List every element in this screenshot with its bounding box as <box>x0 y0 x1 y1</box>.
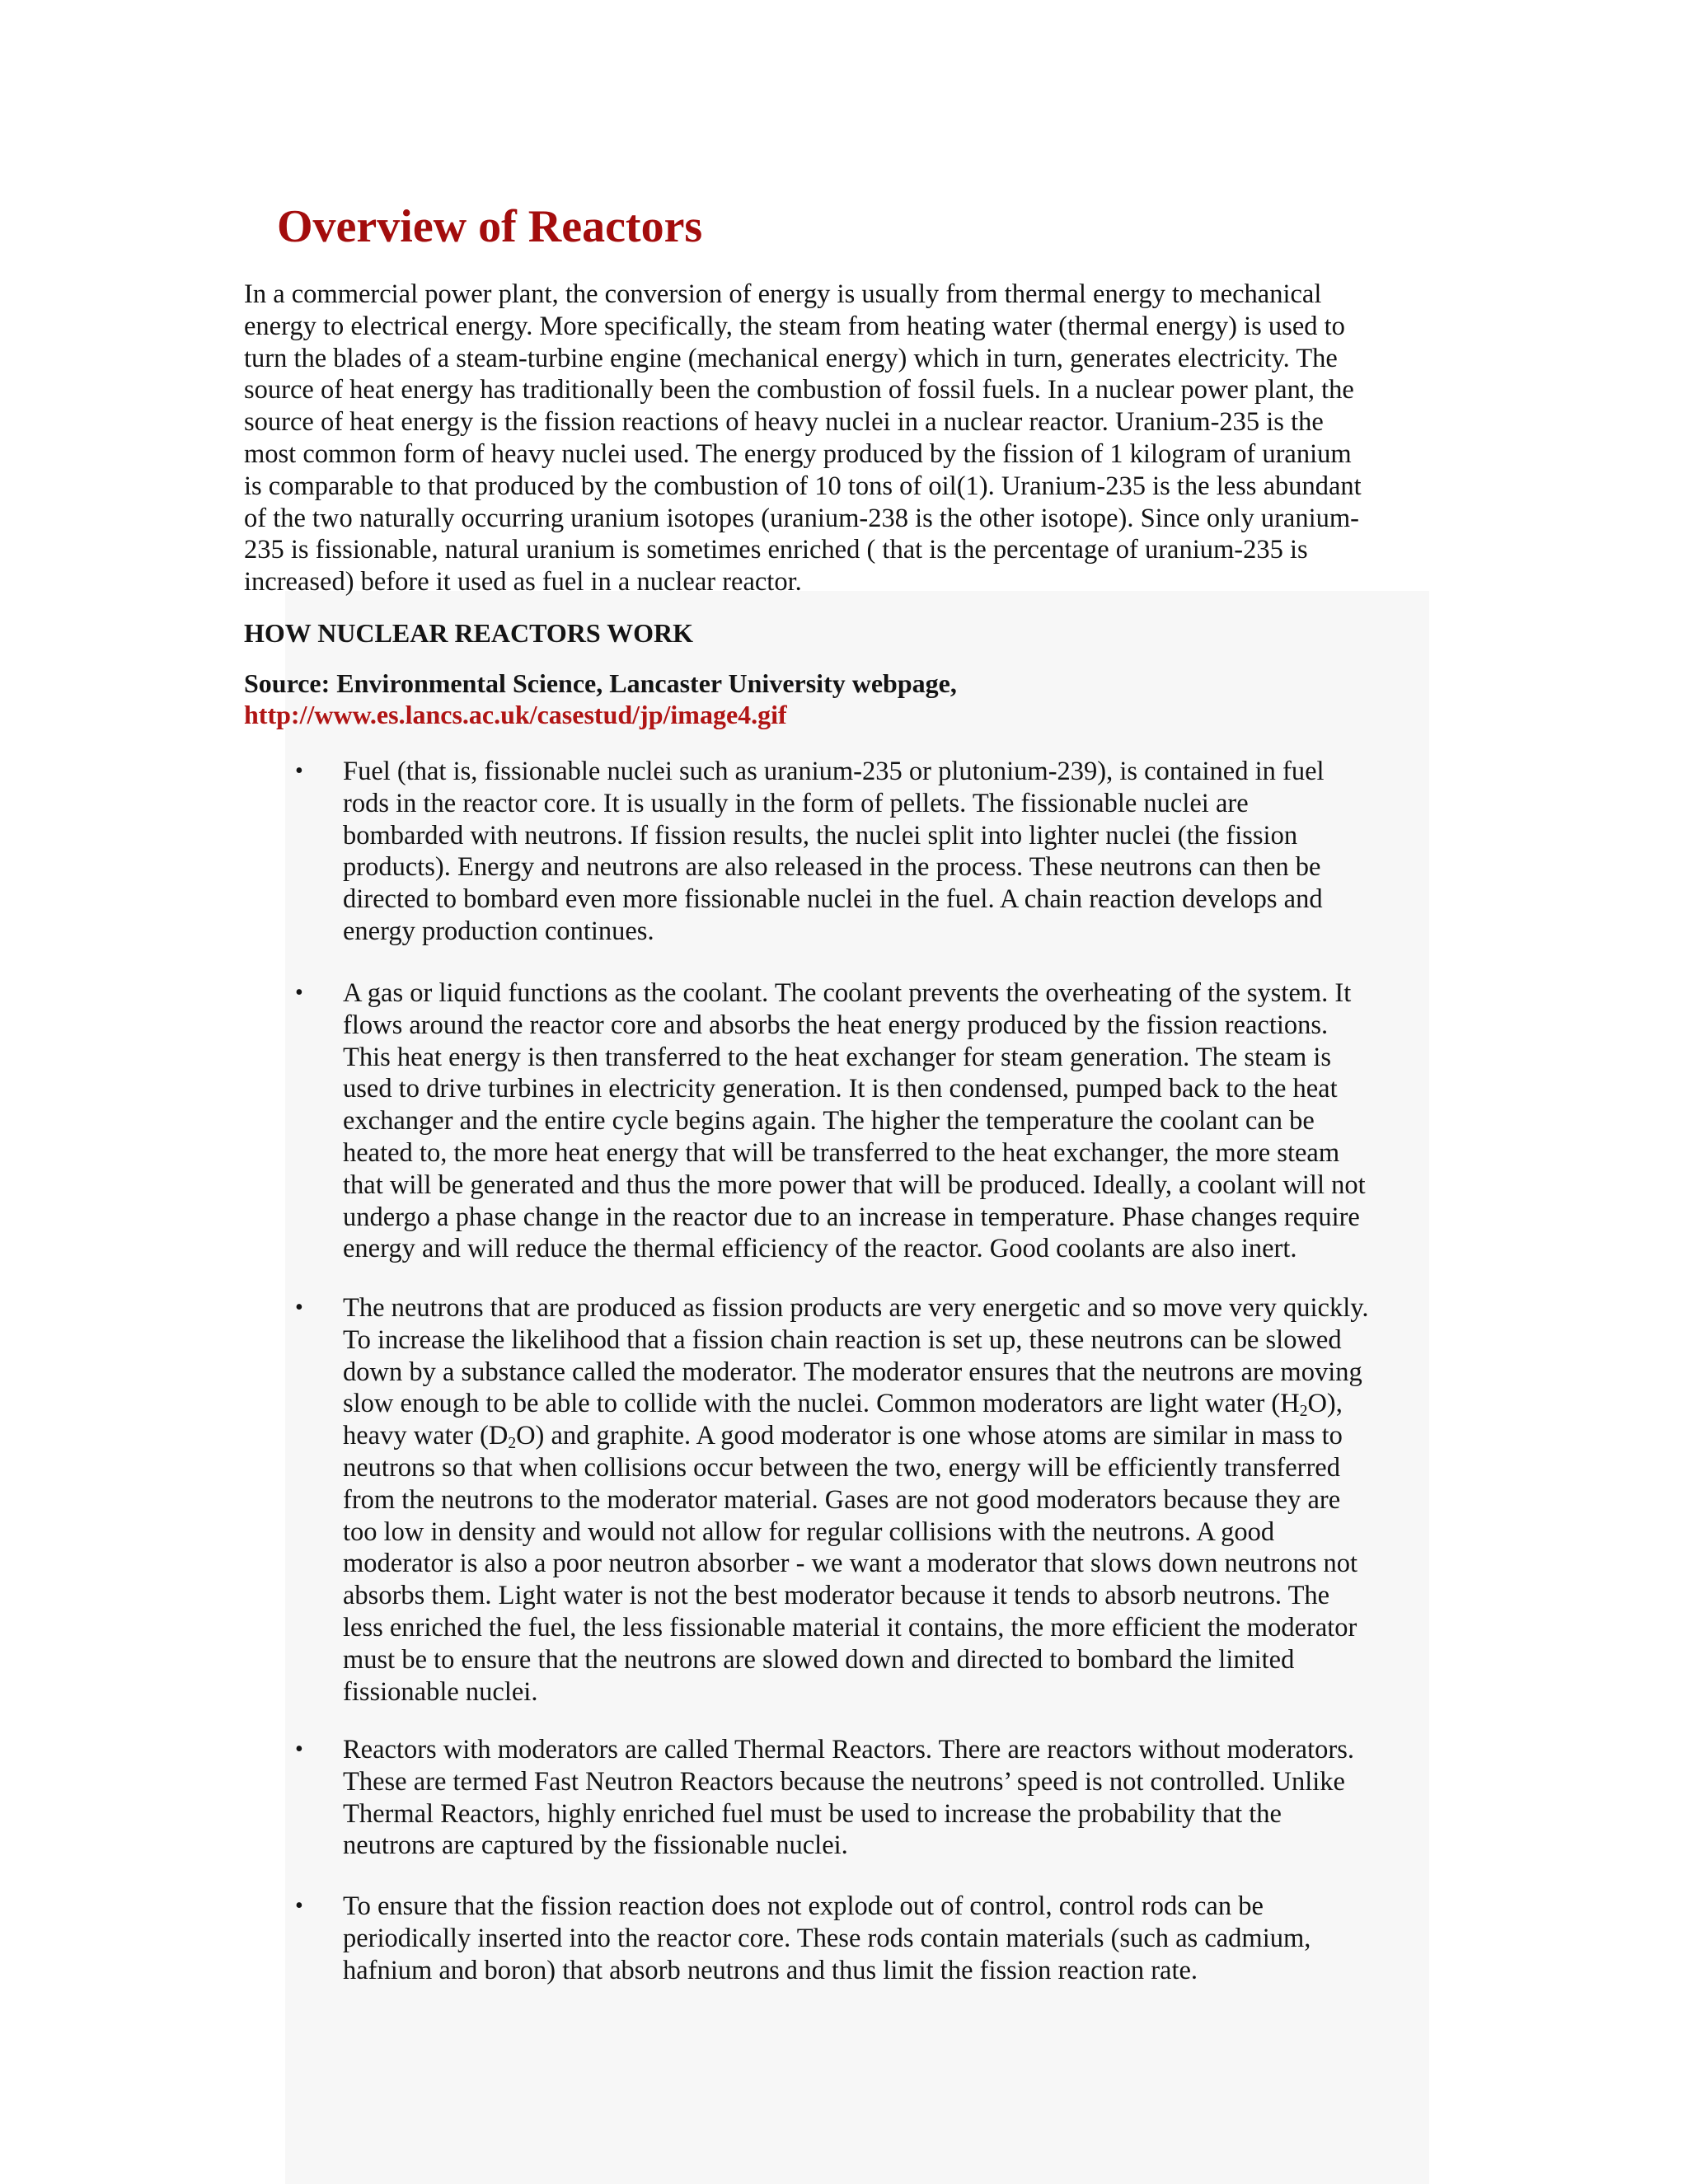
subscript: 2 <box>1299 1403 1308 1421</box>
bullet-icon: • <box>295 1736 303 1762</box>
bullet-text-part: The neutrons that are produced as fission products are very energetic and so move very quickly. To increase the likelihood that a fission chain reaction is set up, these neutrons can be slowed down by a substance called the moderator. The moderator ensures that the neutrons are moving slow enough to be able to collide with the nuclei. Common moderators are light water (H <box>343 1293 1369 1419</box>
bullet-text: Fuel (that is, fissionable nuclei such as uranium-235 or plutonium-239), is contained in fuel rods in the reactor core. It is usually in the form of pellets. The fissionable nuclei are bombarded with neutrons. If fission results, the nuclei split into lighter nuclei (the fission products). Energy and neutrons are also released in the process. These neutrons can then be directed to bombard even more fissionable nuclei in the fuel. A chain reaction develops and energy production continues. <box>343 757 1325 946</box>
intro-paragraph: In a commercial power plant, the conversion of energy is usually from thermal energy to mechanical energy to electrical energy. More specifically, the steam from heating water (thermal energy) is used to turn the blades of a steam-turbine engine (mechanical energy) which in turn, generates electricity. The source of heat energy has traditionally been the combustion of fossil fuels. In a nuclear power plant, the source of heat energy is the fission reactions of heavy nuclei in a nuclear reactor. Uranium-235 is the most common form of heavy nuclei used. The energy produced by the fission of 1 kilogram of uranium is comparable to that produced by the combustion of 10 tons of oil(1). Uranium-235 is the less abundant of the two naturally occurring uranium isotopes (uranium-238 is the other isotope). Since only uranium- 235 is fissionable, natural uranium is sometimes enriched ( that is the percentage of uranium-235 is increased) before it used as fuel in a nuclear reactor. <box>244 279 1362 598</box>
source-citation <box>244 668 957 730</box>
subscript: 2 <box>508 1435 517 1453</box>
bullet-text-part: O) and graphite. A good moderator is one whose atoms are similar in mass to neutrons so that when collisions occur between the two, energy will be efficiently transferred from the neutrons to the moderator material. Gases are not good moderators because they are too low in density and would not allow for regular collisions with the neutrons. A good moderator is also a poor neutron absorber - we want a moderator that slows down neutrons not absorbs them. Light water is not the best moderator because it tends to absorb neutrons. The less enriched the fuel, the less fissionable material it contains, the more efficient the moderator must be to ensure that the neutrons are slowed down and directed to bombard the limited fissionable nuclei. <box>343 1421 1358 1707</box>
bullet-text-part: O), heavy water (D <box>343 1389 1343 1451</box>
section-heading: HOW NUCLEAR REACTORS WORK <box>244 618 693 648</box>
bullet-text: Reactors with moderators are called Thermal Reactors. There are reactors without moderators. These are termed Fast Neutron Reactors because the neutrons’ speed is not controlled. Unlike Thermal Reactors, highly enriched fuel must be used to increase the probability that the neutrons are captured by the fissionable nuclei. <box>343 1735 1354 1861</box>
bullet-text <box>343 1292 1447 1708</box>
bullet-icon: • <box>295 758 303 784</box>
page-title: Overview of Reactors <box>277 201 703 252</box>
source-label: Source: Environmental Science, Lancaster University webpage, <box>244 668 957 698</box>
source-link[interactable]: http://www.es.lancs.ac.uk/casestud/jp/image4.gif <box>244 700 787 729</box>
bullet-text: A gas or liquid functions as the coolant. The coolant prevents the overheating of the system. It flows around the reactor core and absorbs the heat energy produced by the fission reactions. This heat energy is then transferred to the heat exchanger for steam generation. The steam is used to drive turbines in electricity generation. It is then condensed, pumped back to the heat exchanger and the entire cycle begins again. The higher the temperature the coolant can be heated to, the more heat energy that will be transferred to the heat exchanger, the more steam that will be generated and thus the more power that will be produced. Ideally, a coolant will not undergo a phase change in the reactor due to an increase in temperature. Phase changes require energy and will reduce the thermal efficiency of the reactor. Good coolants are also inert. <box>343 978 1366 1264</box>
bullet-icon: • <box>295 1893 303 1919</box>
bullet-text: To ensure that the fission reaction does not explode out of control, control rods can be periodically inserted into the reactor core. These rods contain materials (such as cadmium, hafnium and boron) that absorb neutrons and thus limit the fission reaction rate. <box>343 1891 1311 1985</box>
bullet-icon: • <box>295 1295 303 1320</box>
bullet-icon: • <box>295 980 303 1005</box>
